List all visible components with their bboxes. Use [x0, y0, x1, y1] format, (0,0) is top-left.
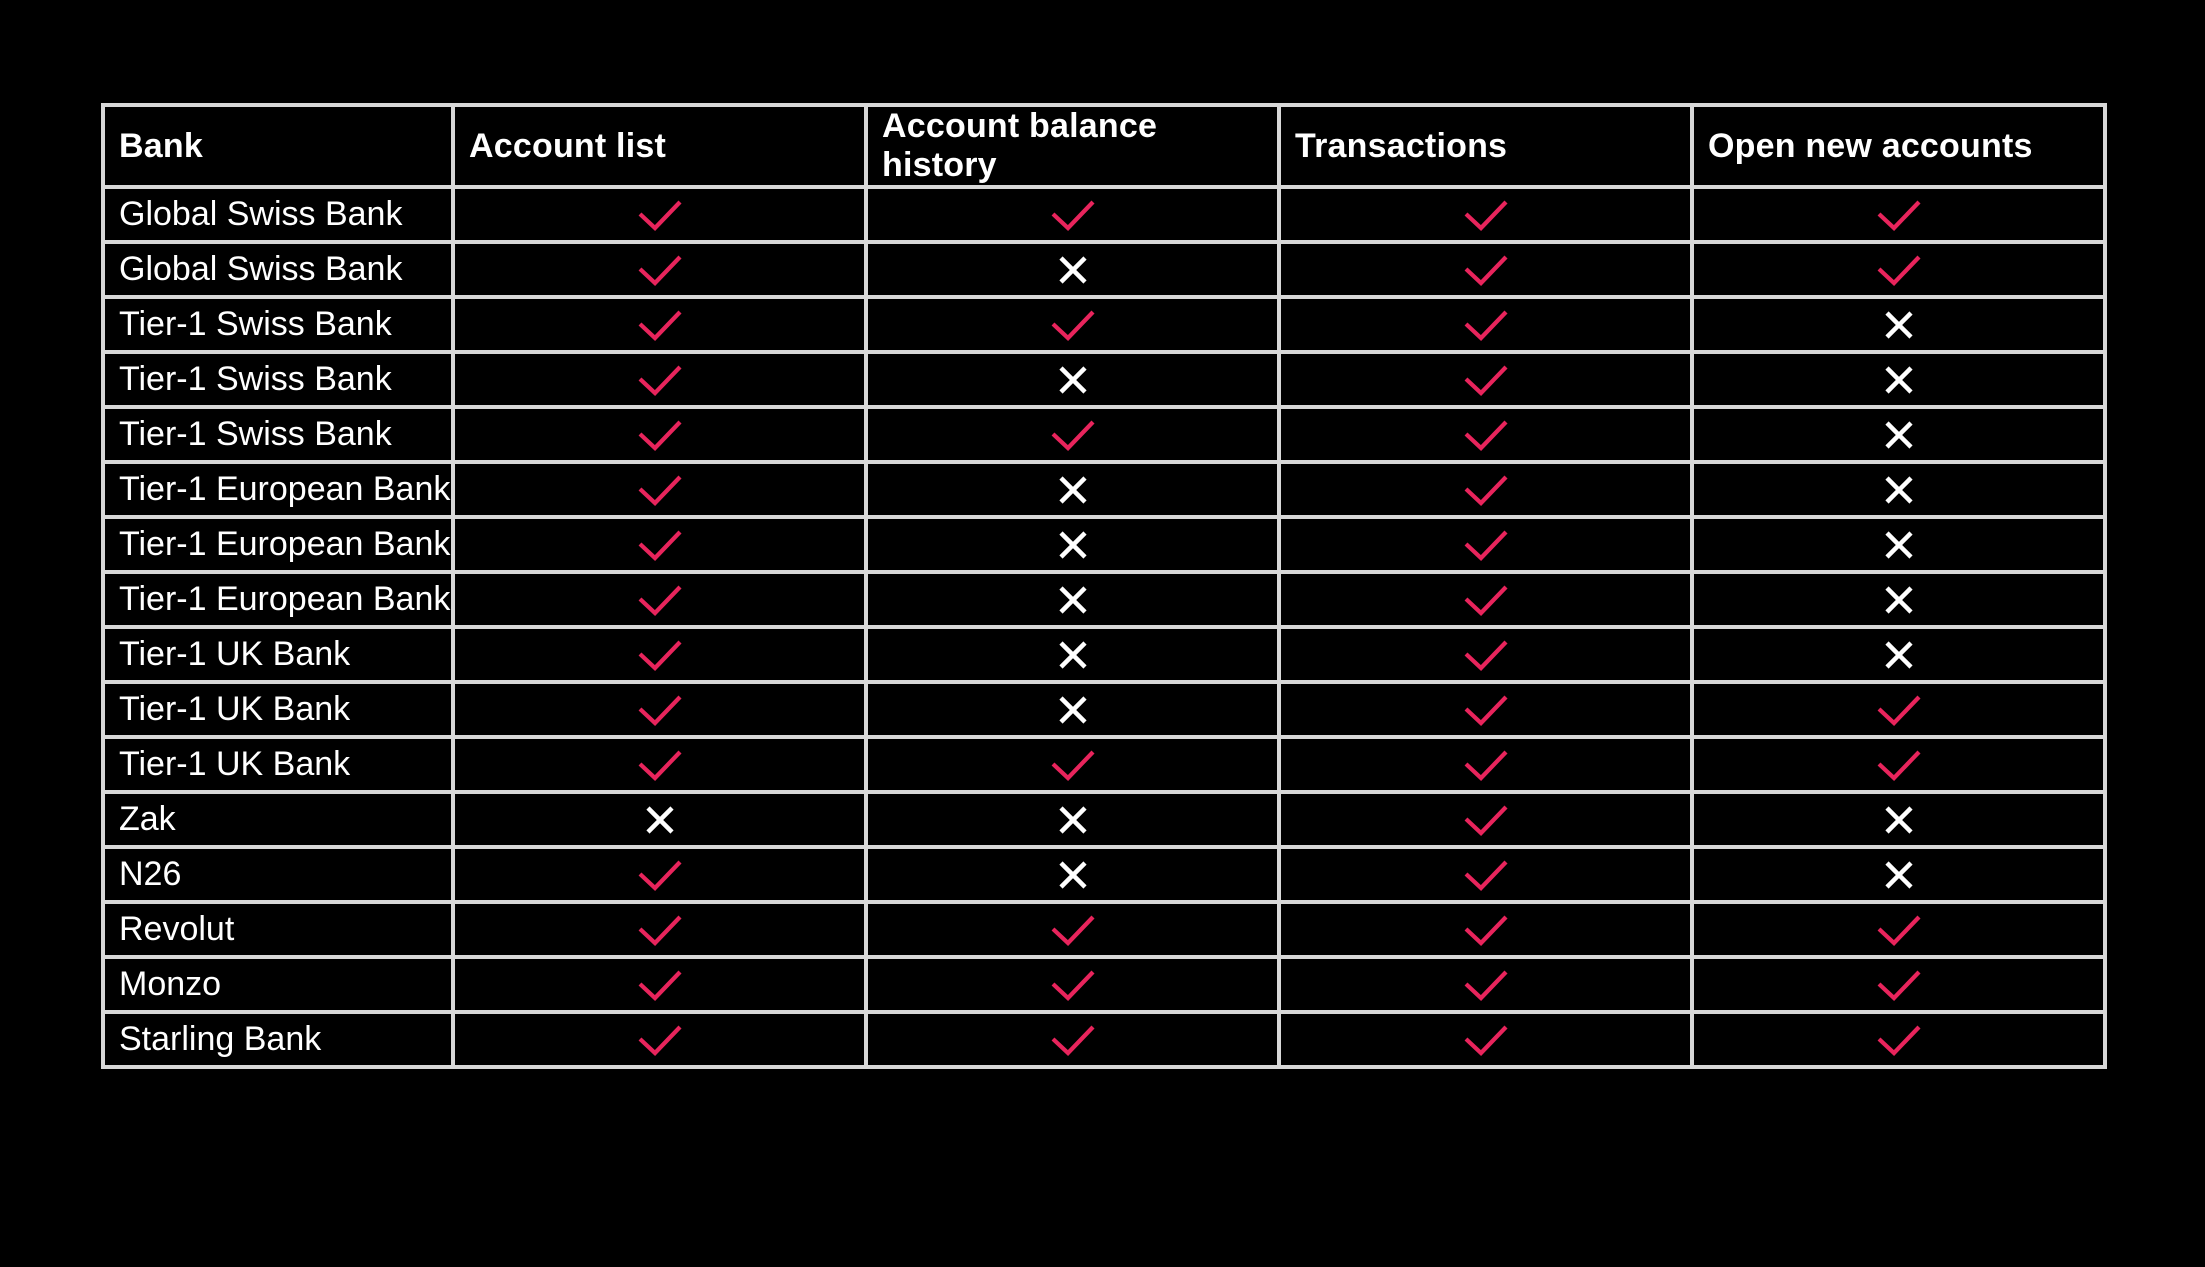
cell-open-new-accounts	[1692, 682, 2105, 737]
cell-account-list	[453, 847, 866, 902]
check-icon	[1460, 910, 1512, 950]
cell-account-list	[453, 957, 866, 1012]
cross-icon	[1873, 635, 1925, 675]
cell-account-balance-history	[866, 627, 1279, 682]
cross-icon	[1047, 360, 1099, 400]
cross-icon	[1873, 360, 1925, 400]
cell-account-list	[453, 187, 866, 242]
table-row	[103, 517, 2105, 572]
cell-transactions	[1279, 297, 1692, 352]
table-row	[103, 847, 2105, 902]
check-icon	[1460, 965, 1512, 1005]
cross-icon	[1047, 525, 1099, 565]
check-icon	[1047, 1020, 1099, 1060]
cell-account-balance-history	[866, 1012, 1279, 1067]
check-icon	[1460, 855, 1512, 895]
check-icon	[634, 250, 686, 290]
cell-transactions	[1279, 627, 1692, 682]
bank-name-cell: Tier-1 UK Bank	[103, 682, 453, 737]
check-icon	[1460, 525, 1512, 565]
header-account-list: Account list	[453, 105, 866, 187]
cell-account-balance-history	[866, 737, 1279, 792]
cell-account-list	[453, 1012, 866, 1067]
bank-name-cell: Tier-1 Swiss Bank	[103, 297, 453, 352]
cross-icon	[1873, 415, 1925, 455]
table-row	[103, 352, 2105, 407]
check-icon	[1047, 745, 1099, 785]
cell-account-balance-history	[866, 957, 1279, 1012]
cell-account-balance-history	[866, 352, 1279, 407]
cell-account-balance-history	[866, 297, 1279, 352]
table-row	[103, 792, 2105, 847]
check-icon	[1047, 195, 1099, 235]
cross-icon	[1873, 855, 1925, 895]
cell-account-list	[453, 682, 866, 737]
check-icon	[1460, 360, 1512, 400]
cell-account-list	[453, 352, 866, 407]
table-row	[103, 627, 2105, 682]
cell-open-new-accounts	[1692, 242, 2105, 297]
check-icon	[1460, 470, 1512, 510]
check-icon	[634, 855, 686, 895]
cell-transactions	[1279, 737, 1692, 792]
check-icon	[634, 470, 686, 510]
table-body	[103, 187, 2105, 1067]
cell-account-list	[453, 407, 866, 462]
cell-open-new-accounts	[1692, 737, 2105, 792]
cross-icon	[1047, 635, 1099, 675]
check-icon	[1873, 910, 1925, 950]
cell-transactions	[1279, 462, 1692, 517]
cross-icon	[634, 800, 686, 840]
bank-name-cell: Tier-1 UK Bank	[103, 737, 453, 792]
check-icon	[1460, 250, 1512, 290]
header-open-new-accounts: Open new accounts	[1692, 105, 2105, 187]
cell-open-new-accounts	[1692, 572, 2105, 627]
cell-open-new-accounts	[1692, 517, 2105, 572]
cell-transactions	[1279, 572, 1692, 627]
bank-name-cell: Monzo	[103, 957, 453, 1012]
check-icon	[1460, 305, 1512, 345]
cell-account-balance-history	[866, 572, 1279, 627]
check-icon	[1873, 1020, 1925, 1060]
cell-account-list	[453, 902, 866, 957]
check-icon	[1460, 635, 1512, 675]
bank-name-cell: Tier-1 Swiss Bank	[103, 352, 453, 407]
cell-open-new-accounts	[1692, 187, 2105, 242]
cell-account-list	[453, 627, 866, 682]
check-icon	[1873, 690, 1925, 730]
check-icon	[634, 635, 686, 675]
cell-account-balance-history	[866, 517, 1279, 572]
cell-account-balance-history	[866, 847, 1279, 902]
cell-transactions	[1279, 792, 1692, 847]
cell-open-new-accounts	[1692, 1012, 2105, 1067]
bank-name-cell: Zak	[103, 792, 453, 847]
cross-icon	[1047, 250, 1099, 290]
cell-open-new-accounts	[1692, 902, 2105, 957]
check-icon	[634, 1020, 686, 1060]
check-icon	[1460, 195, 1512, 235]
cross-icon	[1873, 305, 1925, 345]
check-icon	[1460, 415, 1512, 455]
cell-transactions	[1279, 517, 1692, 572]
table-row	[103, 957, 2105, 1012]
cell-account-list	[453, 572, 866, 627]
bank-name-cell: Tier-1 European Bank	[103, 517, 453, 572]
cross-icon	[1873, 580, 1925, 620]
check-icon	[634, 305, 686, 345]
cross-icon	[1873, 470, 1925, 510]
cell-open-new-accounts	[1692, 792, 2105, 847]
check-icon	[1460, 1020, 1512, 1060]
cell-open-new-accounts	[1692, 352, 2105, 407]
cell-open-new-accounts	[1692, 957, 2105, 1012]
cell-transactions	[1279, 957, 1692, 1012]
cell-transactions	[1279, 187, 1692, 242]
table-header	[103, 105, 2105, 187]
cross-icon	[1047, 800, 1099, 840]
bank-name-cell: Global Swiss Bank	[103, 242, 453, 297]
check-icon	[1873, 250, 1925, 290]
check-icon	[1460, 580, 1512, 620]
cross-icon	[1047, 580, 1099, 620]
cross-icon	[1047, 470, 1099, 510]
comparison-table-wrapper	[101, 103, 2103, 1069]
cell-account-list	[453, 792, 866, 847]
header-row	[103, 105, 2105, 187]
check-icon	[1460, 745, 1512, 785]
bank-name-cell: Tier-1 UK Bank	[103, 627, 453, 682]
cross-icon	[1047, 690, 1099, 730]
cell-transactions	[1279, 352, 1692, 407]
table-row	[103, 737, 2105, 792]
bank-name-cell: Starling Bank	[103, 1012, 453, 1067]
table-row	[103, 462, 2105, 517]
check-icon	[1873, 195, 1925, 235]
cross-icon	[1047, 855, 1099, 895]
cell-account-balance-history	[866, 682, 1279, 737]
check-icon	[1047, 910, 1099, 950]
cell-open-new-accounts	[1692, 407, 2105, 462]
header-transactions: Transactions	[1279, 105, 1692, 187]
check-icon	[1047, 415, 1099, 455]
cell-account-list	[453, 242, 866, 297]
cell-open-new-accounts	[1692, 462, 2105, 517]
table-row	[103, 682, 2105, 737]
table-row	[103, 407, 2105, 462]
table-row	[103, 572, 2105, 627]
cell-account-list	[453, 737, 866, 792]
bank-name-cell: N26	[103, 847, 453, 902]
bank-name-cell: Global Swiss Bank	[103, 187, 453, 242]
bank-name-cell: Tier-1 European Bank	[103, 462, 453, 517]
header-bank: Bank	[103, 105, 453, 187]
cell-account-balance-history	[866, 792, 1279, 847]
bank-name-cell: Tier-1 European Bank	[103, 572, 453, 627]
check-icon	[634, 965, 686, 1005]
table-row	[103, 902, 2105, 957]
check-icon	[634, 910, 686, 950]
cell-account-balance-history	[866, 187, 1279, 242]
cross-icon	[1873, 800, 1925, 840]
table-row	[103, 297, 2105, 352]
check-icon	[634, 580, 686, 620]
check-icon	[1047, 305, 1099, 345]
cell-transactions	[1279, 242, 1692, 297]
cell-transactions	[1279, 1012, 1692, 1067]
check-icon	[1460, 690, 1512, 730]
check-icon	[1460, 800, 1512, 840]
check-icon	[634, 690, 686, 730]
cell-transactions	[1279, 407, 1692, 462]
bank-name-cell: Tier-1 Swiss Bank	[103, 407, 453, 462]
check-icon	[634, 195, 686, 235]
cell-account-balance-history	[866, 407, 1279, 462]
cell-open-new-accounts	[1692, 297, 2105, 352]
header-account-balance-history: Account balance history	[866, 105, 1279, 187]
check-icon	[634, 525, 686, 565]
cell-account-list	[453, 297, 866, 352]
table-row	[103, 187, 2105, 242]
cross-icon	[1873, 525, 1925, 565]
table-row	[103, 242, 2105, 297]
cell-account-balance-history	[866, 902, 1279, 957]
check-icon	[634, 415, 686, 455]
cell-open-new-accounts	[1692, 847, 2105, 902]
cell-account-list	[453, 517, 866, 572]
check-icon	[1873, 745, 1925, 785]
cell-transactions	[1279, 902, 1692, 957]
check-icon	[1047, 965, 1099, 1005]
check-icon	[634, 360, 686, 400]
check-icon	[1873, 965, 1925, 1005]
bank-name-cell: Revolut	[103, 902, 453, 957]
cell-account-balance-history	[866, 462, 1279, 517]
cell-transactions	[1279, 682, 1692, 737]
cell-transactions	[1279, 847, 1692, 902]
table-row	[103, 1012, 2105, 1067]
cell-open-new-accounts	[1692, 627, 2105, 682]
bank-feature-table	[101, 103, 2107, 1069]
check-icon	[634, 745, 686, 785]
cell-account-balance-history	[866, 242, 1279, 297]
cell-account-list	[453, 462, 866, 517]
